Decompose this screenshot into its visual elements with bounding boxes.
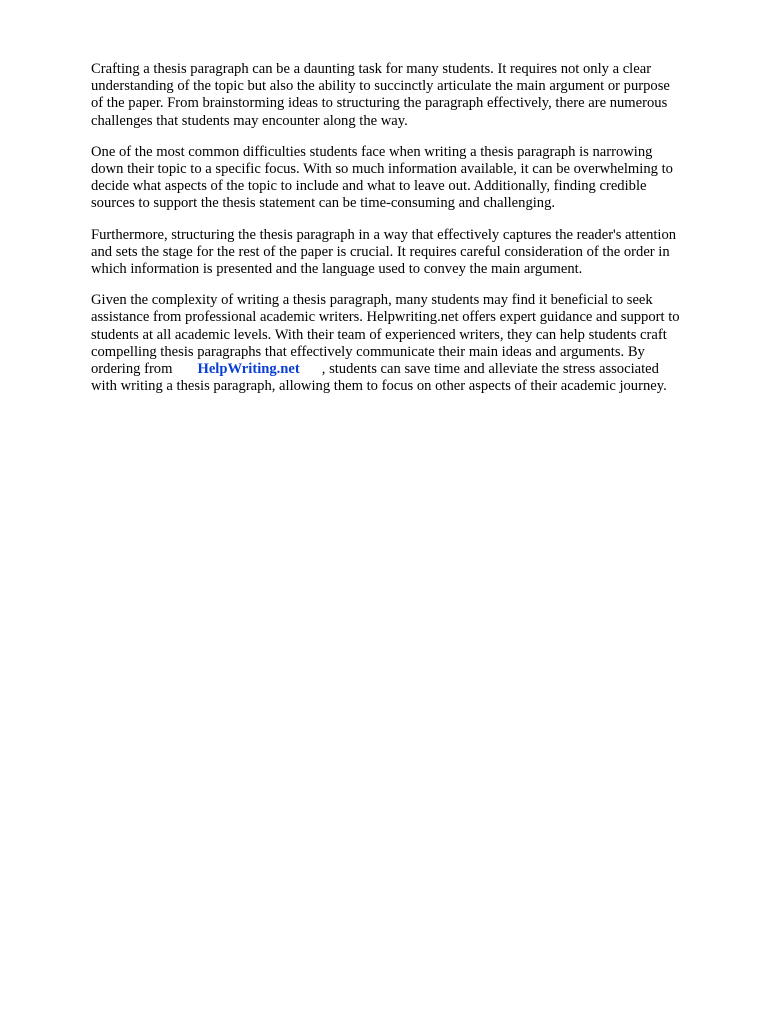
text-line: understanding of the topic but also the ability to succinctly articulate the main argument or purpose: [91, 78, 670, 95]
link-lead-text: ordering from: [91, 361, 173, 378]
text-line: of the paper. From brainstorming ideas to structuring the paragraph effectively, there are numerous: [91, 95, 668, 112]
paragraph-4: [91, 292, 731, 395]
text-line: students at all academic levels. With their team of experienced writers, they can help students craft: [91, 326, 667, 343]
paragraph-1: [91, 61, 731, 130]
text-line: which information is presented and the language used to convey the main argument.: [91, 261, 583, 278]
text-line: and sets the stage for the rest of the paper is crucial. It requires careful consideration of the order in: [91, 243, 670, 260]
paragraph-2: [91, 144, 731, 213]
text-line: down their topic to a specific focus. With so much information available, it can be overwhelming to: [91, 161, 673, 178]
paragraph-3: [91, 227, 731, 279]
text-line: sources to support the thesis statement can be time-consuming and challenging.: [91, 195, 556, 212]
text-line: Furthermore, structuring the thesis paragraph in a way that effectively captures the reader's attention: [91, 226, 677, 243]
text-line: challenges that students may encounter along the way.: [91, 112, 408, 129]
text-line: Crafting a thesis paragraph can be a daunting task for many students. It requires not only a clear: [91, 61, 652, 77]
helpwriting-link[interactable]: HelpWriting.net: [197, 361, 300, 378]
text-line: decide what aspects of the topic to include and what to leave out. Additionally, finding credible: [91, 178, 647, 195]
text-line: with writing a thesis paragraph, allowing them to focus on other aspects of their academic journey.: [91, 378, 667, 395]
text-line: compelling thesis paragraphs that effectively communicate their main ideas and arguments. By: [91, 343, 645, 360]
text-line: Given the complexity of writing a thesis paragraph, many students may find it beneficial to seek: [91, 292, 653, 309]
text-line-with-link: [91, 361, 731, 378]
link-trail-text: , students can save time and alleviate the stress associated: [321, 361, 659, 378]
text-line: assistance from professional academic writers. Helpwriting.net offers expert guidance and support to: [91, 309, 680, 326]
text-line: One of the most common difficulties students face when writing a thesis paragraph is narrowing: [91, 143, 653, 160]
document-body: [91, 61, 731, 409]
